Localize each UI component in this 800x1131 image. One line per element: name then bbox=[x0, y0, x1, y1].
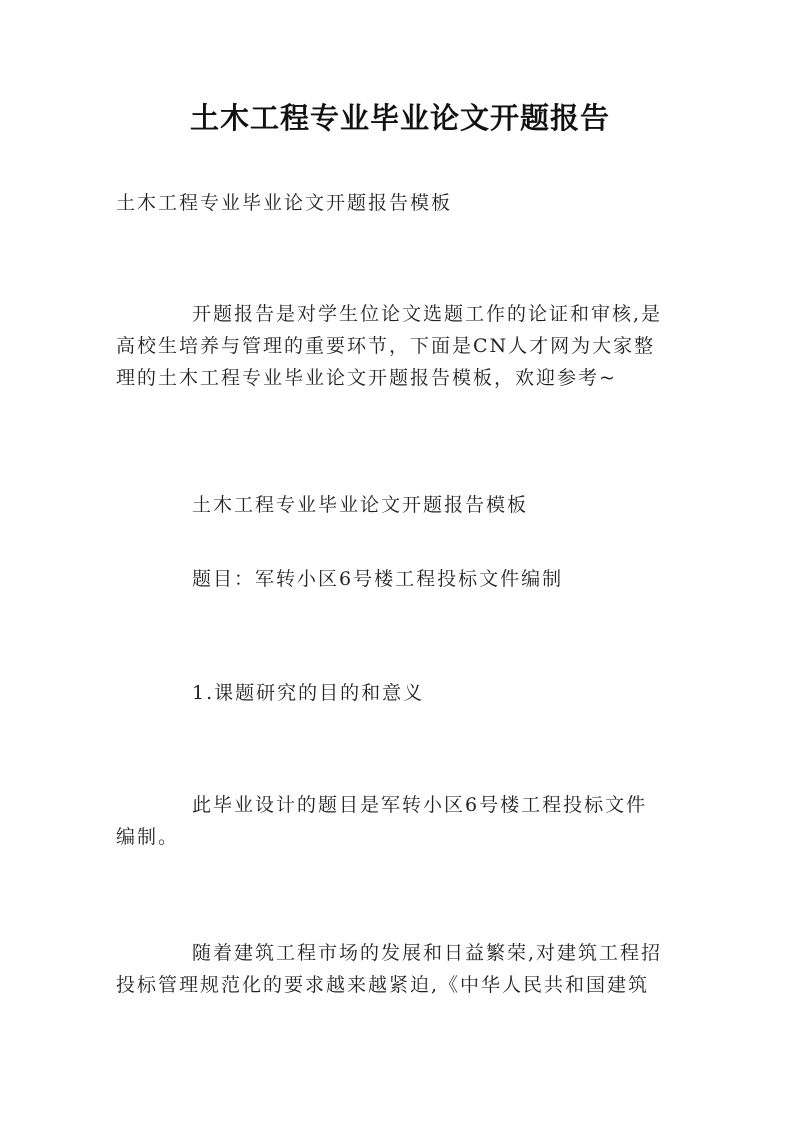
intro-line: 开题报告是对学生位论文选题工作的论证和审核,是 bbox=[192, 303, 663, 325]
document-title: 土木工程专业毕业论文开题报告 bbox=[189, 101, 610, 135]
topic-text: 题目：军转小区6号楼工程投标文件编制 bbox=[192, 568, 564, 590]
intro-line: 理的土木工程专业毕业论文开题报告模板，欢迎参考~ bbox=[116, 367, 617, 389]
section-1-paragraph-1 bbox=[116, 789, 684, 853]
template-heading bbox=[116, 489, 684, 521]
section-1-heading bbox=[116, 677, 684, 709]
template-heading-text: 土木工程专业毕业论文开题报告模板 bbox=[192, 494, 529, 516]
subtitle-text: 土木工程专业毕业论文开题报告模板 bbox=[116, 192, 453, 214]
paragraph-line: 此毕业设计的题目是军转小区6号楼工程投标文件 bbox=[192, 794, 648, 816]
section-1-heading-text: 1.课题研究的目的和意义 bbox=[192, 682, 425, 704]
paragraph-line: 随着建筑工程市场的发展和日益繁荣,对建筑工程招 bbox=[192, 942, 663, 964]
intro-line: 高校生培养与管理的重要环节，下面是CN人才网为大家整 bbox=[116, 335, 656, 357]
paragraph-line: 投标管理规范化的要求越来越紧迫,《中华人民共和国建筑 bbox=[116, 974, 650, 996]
topic-line bbox=[116, 563, 684, 595]
document-subtitle bbox=[116, 187, 684, 219]
section-1-paragraph-2 bbox=[116, 937, 684, 1001]
paragraph-line: 编制。 bbox=[116, 826, 180, 848]
intro-paragraph bbox=[116, 298, 684, 394]
